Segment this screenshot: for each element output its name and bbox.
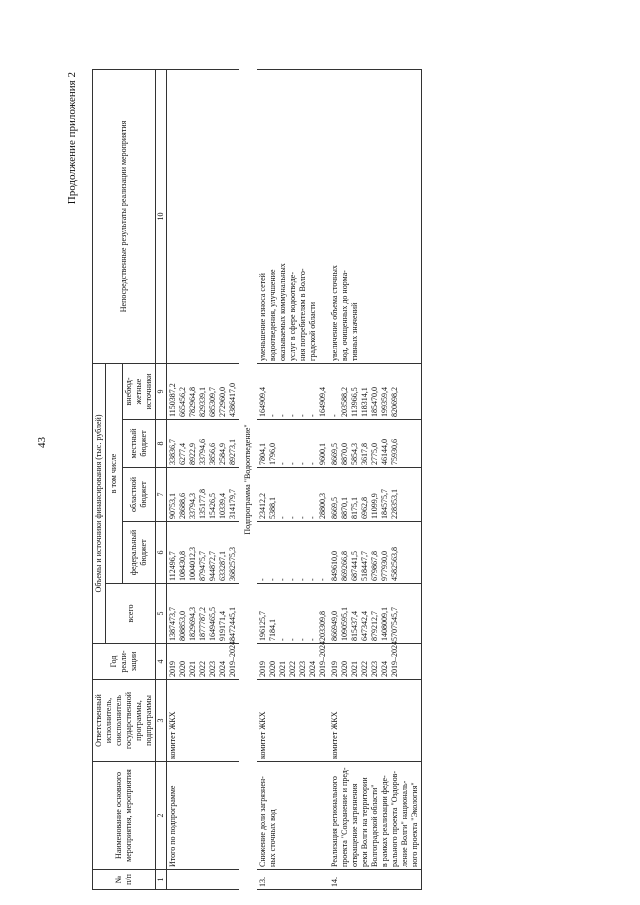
value: 164909,4 [318,387,327,417]
header-activity: Наименование основного мероприятия, мероприятия [93,762,156,870]
value: - [308,516,317,519]
value: 6962,8 [360,497,369,519]
col-number: 9 [156,363,167,419]
year: 2023 [370,661,379,677]
value: 3856,6 [208,443,217,465]
value: 1649465,5 [208,607,217,641]
extrabudget-cell [167,363,240,419]
header-federal: федеральный бюджет [123,522,156,584]
col-number: 7 [156,468,167,522]
value: 118314,1 [360,387,369,417]
value: 10339,4 [218,493,227,519]
responsible-cell: комитет ЖКХ [167,680,240,762]
value: 33794,6 [198,439,207,465]
value: 944872,7 [208,551,217,581]
value: 1387473,7 [168,607,177,641]
value: 815437,4 [350,611,359,641]
value: 1150387,2 [168,383,177,417]
value: - [308,462,317,465]
row-number-cell: 13. [257,870,329,890]
value: 8472445,1 [228,607,237,641]
value: 808853,0 [178,611,187,641]
value: - [288,578,297,581]
value: - [308,414,317,417]
value: - [298,516,307,519]
year: 2019–2024 [390,641,399,677]
col-number: 6 [156,522,167,584]
value: 7804,1 [258,443,267,465]
years-cell [329,641,422,680]
header-local: местный бюджет [123,420,156,468]
result-line: уменьшение износа сетей [258,273,267,361]
header-results: Непосредственные результаты реализации мероприятия [93,69,156,363]
value: 820698,2 [390,387,399,417]
value: 89273,1 [228,439,237,465]
regional-cell [329,468,422,522]
activity-line: ного проекта "Экология" [410,782,419,867]
value: 33794,3 [188,493,197,519]
federal-cell [167,522,240,584]
result-line: увеличение объема сточных [330,265,339,361]
value: 113966,5 [350,387,359,417]
value: - [298,414,307,417]
col-number: 8 [156,420,167,468]
column-numbers-row [156,69,167,889]
year: 2022 [360,661,369,677]
value: - [268,578,277,581]
year: 2020 [178,661,187,677]
value: 199359,4 [380,387,389,417]
value: 879475,7 [198,551,207,581]
value: 3617,8 [360,443,369,465]
value: 919171,4 [218,611,227,641]
value: 33836,7 [168,439,177,465]
value: 518447,7 [360,551,369,581]
table-row [329,69,422,889]
value: - [258,578,267,581]
result-line: услуг в сфере водоотведе- [288,272,297,361]
activity-line: ление Волги" националь- [400,780,409,867]
value: 8922,9 [188,443,197,465]
value: 8870,0 [340,443,349,465]
value: - [278,414,287,417]
activity-name [257,762,329,870]
continuation-caption: Продолжение приложения 2 [66,72,78,205]
value: 1090595,1 [340,607,349,641]
value: - [288,516,297,519]
value: - [298,578,307,581]
year: 2022 [288,661,297,677]
year: 2019–2024 [228,641,237,677]
table-row-subtotal [167,69,240,889]
value: 9600,1 [318,443,327,465]
activity-name: Итого по подпрограмме [167,762,240,870]
value: 108430,8 [178,551,187,581]
result-line: оказываемых коммунальных [278,263,287,361]
value: - [330,414,339,417]
activity-line: рального проекта "Оздоров- [390,770,399,867]
value: 1877787,2 [198,607,207,641]
year: 2024 [380,661,389,677]
value: - [288,638,297,641]
value: 782964,8 [188,387,197,417]
activity-line: ных сточных вод [268,809,277,867]
value: - [308,578,317,581]
value: 164909,4 [258,387,267,417]
col-number: 1 [156,870,167,890]
local-cell [257,420,329,468]
value: 112496,7 [168,551,177,581]
header-including: в том числе [106,363,123,583]
result-line: ния потребителям в Волго- [298,268,307,361]
activity-name [329,762,422,870]
value: 8669,5 [330,497,339,519]
responsible-cell: комитет ЖКХ [329,680,422,762]
col-number: 3 [156,680,167,762]
header-number: № п/п [93,870,156,890]
value: - [278,578,287,581]
page-number: 43 [36,437,48,448]
value: 23412,2 [258,493,267,519]
header-responsible: Ответственный исполнитель, соисполнитель государственной программы, подпрограммы [93,680,156,762]
activity-line: Снижение доли загрязнен- [258,776,267,867]
value: 1796,0 [268,443,277,465]
header-extrabudget: внебюд-жетные источники [123,363,156,419]
value: - [278,462,287,465]
row-number-cell [167,870,240,890]
result-cell [329,69,422,363]
value: - [278,638,287,641]
value: 6277,4 [178,443,187,465]
value: 4582563,8 [390,547,399,581]
activity-line: в рамках реализации феде- [380,775,389,867]
col-number: 10 [156,69,167,363]
value: 1408009,1 [380,607,389,641]
value: 5388,1 [268,497,277,519]
result-line: вод, очищенных до норма- [340,270,349,361]
value: - [308,638,317,641]
extrabudget-cell [257,363,329,419]
value: 849610,0 [330,551,339,581]
year: 2022 [198,661,207,677]
value: 647342,4 [360,611,369,641]
header-funding-group: Объемы и источники финансирования (тыс. рублей) [93,363,106,643]
year: 2019 [168,661,177,677]
row-number-cell: 14. [329,870,422,890]
value: 28800,3 [318,493,327,519]
value: 5854,3 [350,443,359,465]
value: 665456,2 [178,387,187,417]
value: 685309,7 [208,387,217,417]
result-line: тивных значений [350,302,359,361]
year: 2020 [340,661,349,677]
col-number: 5 [156,584,167,644]
year: 2023 [298,661,307,677]
value: - [298,462,307,465]
header-regional: областной бюджет [123,468,156,522]
value: 1004012,3 [188,547,197,581]
value: 8669,5 [330,443,339,465]
value: 8870,1 [340,497,349,519]
table-row [257,69,329,889]
value: 272960,0 [218,387,227,417]
value: 829339,1 [198,387,207,417]
total-cell [257,584,329,644]
activity-line: Волгоградской области" [370,784,379,867]
value: 203588,2 [340,387,349,417]
value: 185470,0 [370,387,379,417]
value: 879212,7 [370,611,379,641]
result-line: градской области [308,301,317,361]
value: 4386417,0 [228,383,237,417]
value: 46144,0 [380,439,389,465]
result-cell [167,69,240,363]
value: 687441,5 [350,551,359,581]
value: 184575,7 [380,489,389,519]
value: - [318,578,327,581]
year: 2019 [330,661,339,677]
activity-line: реки Волги на территории [360,777,369,867]
year: 2024 [308,661,317,677]
value: 28688,6 [178,493,187,519]
value: 15426,5 [208,493,217,519]
value: - [298,638,307,641]
years-cell [257,641,329,680]
years-cell [167,641,240,680]
rotated-page [66,70,632,890]
value: - [288,462,297,465]
activity-line: проекта "Сохранение и пред- [340,767,349,867]
year: 2019–2024 [318,641,327,677]
responsible-cell: комитет ЖКХ [257,680,329,762]
value: 196125,7 [258,611,267,641]
value: 679867,8 [370,551,379,581]
extrabudget-cell [329,363,422,419]
federal-cell [329,522,422,584]
value: 633287,1 [218,551,227,581]
value: - [278,516,287,519]
total-cell [167,584,240,644]
value: 1829694,3 [188,607,197,641]
value: 75930,6 [390,439,399,465]
value: - [288,414,297,417]
regional-cell [257,468,329,522]
value: 5707545,7 [390,607,399,641]
year: 2020 [268,661,277,677]
col-number: 2 [156,762,167,870]
value: - [268,414,277,417]
local-cell [167,420,240,468]
value: 90753,1 [168,493,177,519]
activity-line: отвращение загрязнения [350,783,359,867]
col-number: 4 [156,644,167,680]
year: 2021 [278,661,287,677]
local-cell [329,420,422,468]
value: 11099,9 [370,493,379,519]
subprogram-title: Подпрограмма "Водоотведение" [243,424,252,535]
year: 2024 [218,661,227,677]
value: 135177,8 [198,489,207,519]
header-year: Год реали-зации [93,644,156,680]
activity-line: Реализация регионального [330,776,339,867]
value: 8175,1 [350,497,359,519]
federal-cell [257,522,329,584]
value: 203309,8 [318,611,327,641]
subprogram-row [239,69,257,889]
year: 2021 [188,661,197,677]
value: 977930,0 [380,551,389,581]
year: 2021 [350,661,359,677]
year: 2023 [208,661,217,677]
value: 2775,0 [370,443,379,465]
value: 3682575,3 [228,547,237,581]
header-total: всего [106,584,156,644]
year: 2019 [258,661,267,677]
value: 2584,9 [218,443,227,465]
result-line: водоотведения, улучшение [268,269,277,361]
regional-cell [167,468,240,522]
funding-table [92,69,422,890]
value: 866949,0 [330,611,339,641]
value: 228353,1 [390,489,399,519]
result-cell [257,69,329,363]
value: 7184,1 [268,619,277,641]
value: 869266,8 [340,551,349,581]
total-cell [329,584,422,644]
value: 314179,7 [228,489,237,519]
